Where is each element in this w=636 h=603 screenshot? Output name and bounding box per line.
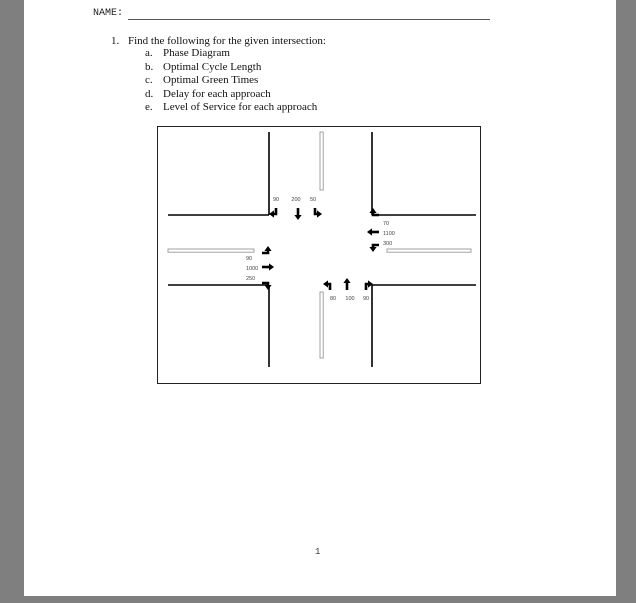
wb-through-volume: 1100 bbox=[383, 231, 395, 237]
nb-left-volume: 80 bbox=[329, 296, 337, 302]
westbound-arrows bbox=[367, 208, 379, 252]
eb-right-volume: 250 bbox=[246, 276, 256, 282]
southbound-arrows bbox=[269, 208, 322, 220]
eb-through-volume: 1000 bbox=[246, 266, 259, 272]
name-label: NAME: bbox=[93, 8, 124, 19]
eastbound-arrows bbox=[262, 246, 274, 290]
road-medians bbox=[168, 132, 471, 358]
wb-right-volume: 70 bbox=[383, 221, 390, 227]
eb-left-volume: 90 bbox=[246, 256, 253, 262]
nb-through-volume: 100 bbox=[345, 296, 355, 302]
document-page: NAME: 1. Find the following for the given intersection: a. Phase Diagram b. Optimal Cycle Length c. Optimal Green Times d. Delay for each approach e. Level of Service for each approach 90 200 50 70 1100 300 90 1000 250 80 100 90 1 bbox=[24, 0, 616, 596]
question-number: 1. bbox=[111, 35, 120, 47]
northbound-arrows bbox=[323, 278, 373, 290]
sb-right-volume: 90 bbox=[272, 197, 280, 203]
sb-through-volume: 200 bbox=[291, 197, 301, 203]
intersection-diagram bbox=[157, 126, 481, 384]
page-number: 1 bbox=[315, 547, 321, 557]
sb-left-volume: 50 bbox=[309, 197, 317, 203]
wb-left-volume: 300 bbox=[383, 241, 393, 247]
name-blank-line bbox=[128, 19, 490, 20]
question-text: Find the following for the given intersection: bbox=[128, 35, 326, 47]
nb-right-volume: 90 bbox=[362, 296, 370, 302]
